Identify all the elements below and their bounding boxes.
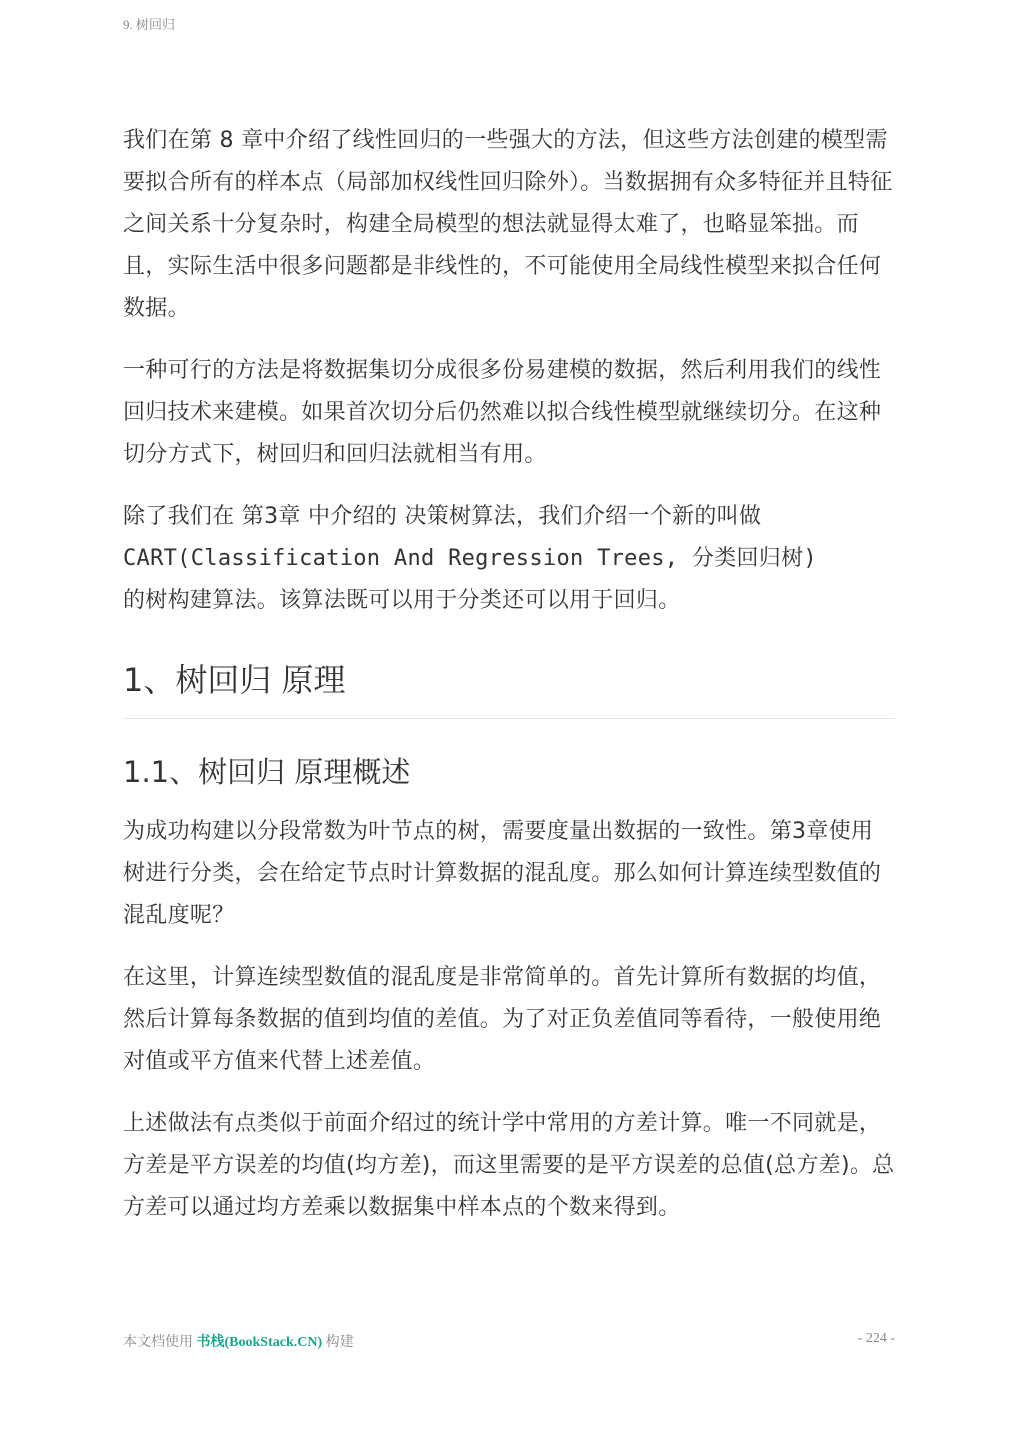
section-paragraph-2: 在这里，计算连续型数值的混乱度是非常简单的。首先计算所有数据的均值，然后计算每条数据的值到均值的差值。为了对正负差值同等看待，一般使用绝对值或平方值来代替上述差值。 — [123, 965, 882, 1074]
intro-paragraph-3-part-c: 的树构建算法。该算法既可以用于分类还可以用于回归。 — [123, 588, 681, 613]
intro-paragraph-3-part-a: 除了我们在 第3章 中介绍的 决策树算法，我们介绍一个新的叫做 — [123, 504, 762, 529]
intro-paragraph-2: 一种可行的方法是将数据集切分成很多份易建模的数据，然后利用我们的线性回归技术来建模。如果首次切分后仍然难以拟合线性模型就继续切分。在这种切分方式下，树回归和回归法就相当有用。 — [123, 358, 882, 467]
section-paragraph-1: 为成功构建以分段常数为叶节点的树，需要度量出数据的一致性。第3章使用树进行分类，会在给定节点时计算数据的混乱度。那么如何计算连续型数值的混乱度呢？ — [123, 819, 882, 928]
footer-prefix: 本文档使用 — [123, 1335, 193, 1350]
intro-paragraph-1: 我们在第 8 章中介绍了线性回归的一些强大的方法，但这些方法创建的模型需要拟合所有的样本点（局部加权线性回归除外）。当数据拥有众多特征并且特征之间关系十分复杂时，构建全局模型的想法就显得太难了，也略显笨拙。而且，实际生活中很多问题都是非线性的，不可能使用全局线性模型来拟合任何数据。 — [123, 128, 893, 321]
footer-suffix: 构建 — [325, 1335, 354, 1350]
footer-brand-link[interactable]: 书栈(BookStack.CN) — [196, 1335, 323, 1350]
intro-paragraph-3 — [123, 496, 895, 622]
footer-credit — [123, 1331, 354, 1351]
section-paragraph-3: 上述做法有点类似于前面介绍过的统计学中常用的方差计算。唯一不同就是，方差是平方误差的均值(均方差)，而这里需要的是平方误差的总值(总方差)。总方差可以通过均方差乘以数据集中样本点的个数来得到。 — [123, 1111, 895, 1220]
section-heading-1: 1、树回归 原理 — [123, 652, 895, 719]
chapter-header: 9. 树回归 — [123, 17, 176, 32]
page-number: - 224 - — [857, 1331, 895, 1346]
section-heading-1-1: 1.1、树回归 原理概述 — [123, 755, 411, 789]
document-body — [123, 120, 895, 1249]
intro-paragraph-3-cart: CART(Classification And Regression Trees, 分类回归树) — [123, 546, 817, 571]
